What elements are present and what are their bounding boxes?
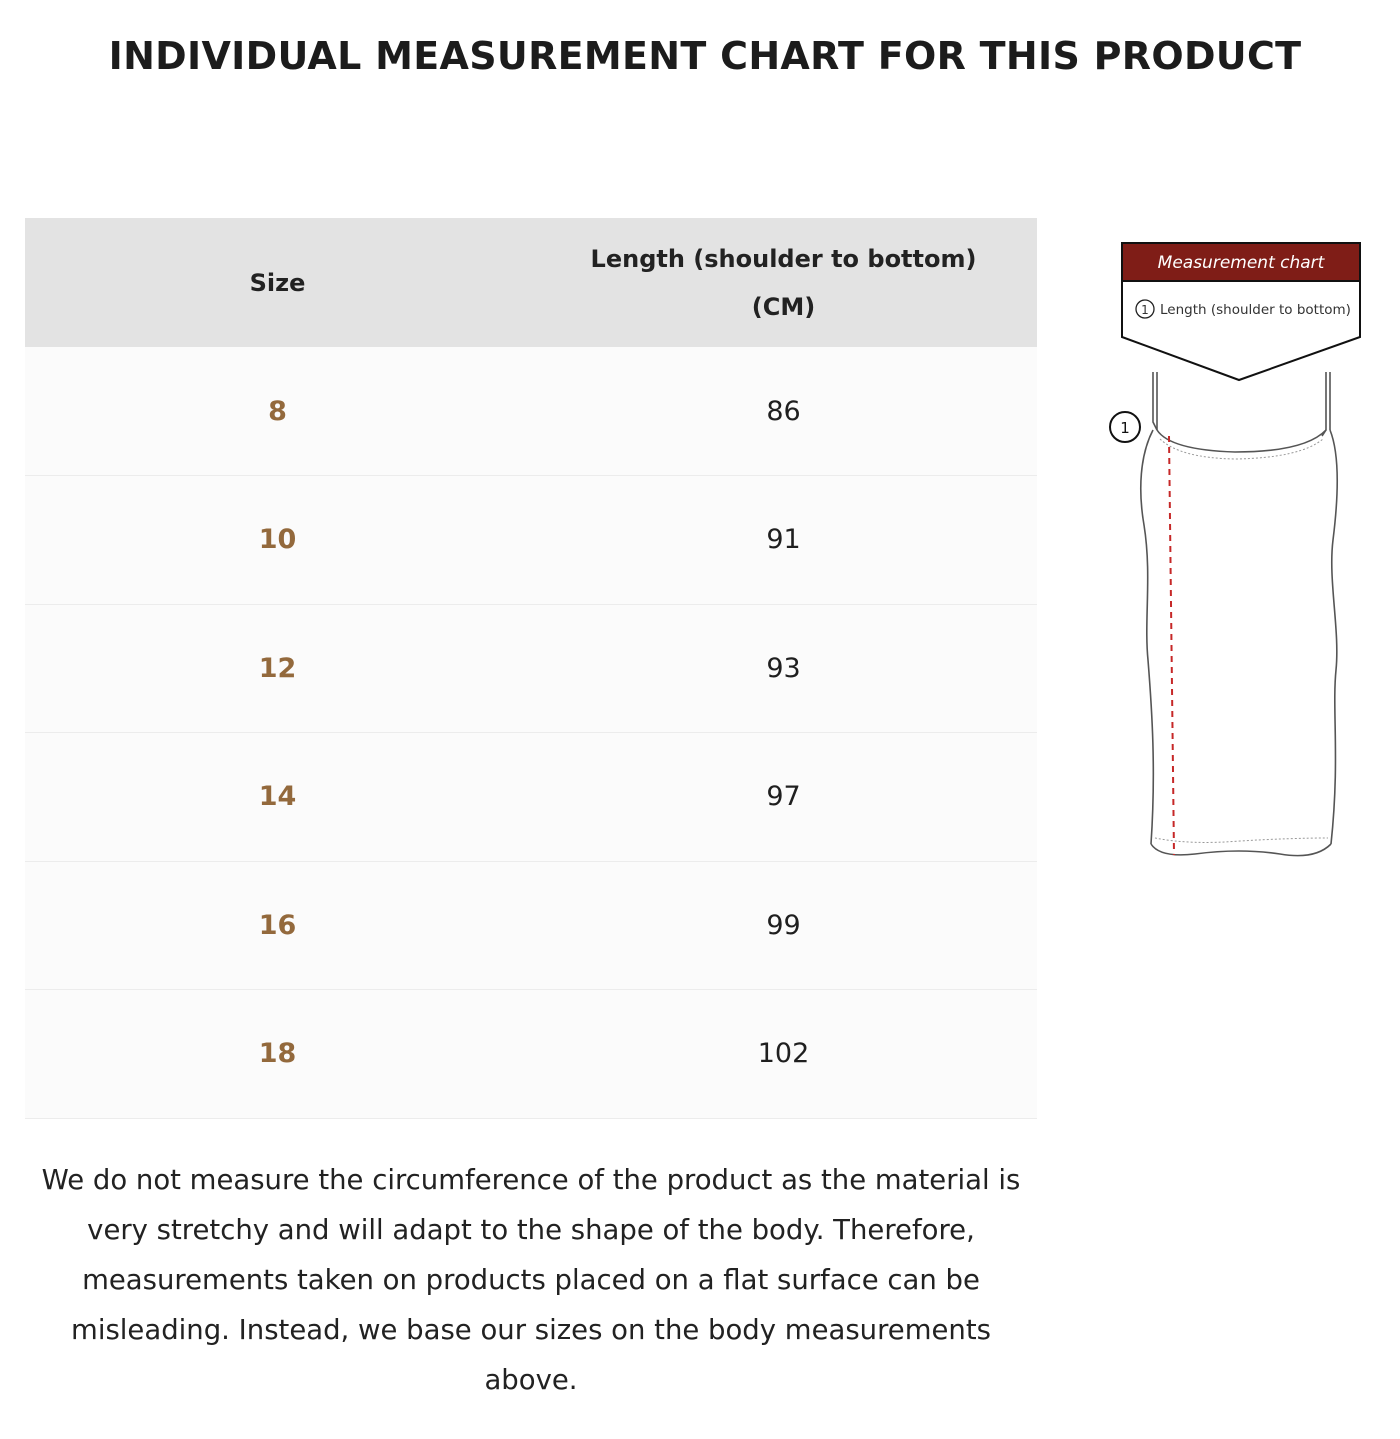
header-length-line1: Length (shoulder to bottom)	[590, 244, 977, 273]
diagram-label-box	[1122, 281, 1360, 380]
page-title: INDIVIDUAL MEASUREMENT CHART FOR THIS PRODUCT	[108, 34, 1302, 78]
header-length	[530, 218, 1037, 347]
table-row	[25, 476, 1037, 605]
label-marker-number: 1	[1141, 303, 1149, 317]
header-size: Size	[249, 268, 306, 297]
size-cell: 8	[268, 395, 287, 427]
length-cell: 93	[766, 652, 801, 684]
table-row	[25, 861, 1037, 990]
size-cell: 12	[258, 652, 297, 684]
diagram-title: Measurement chart	[1157, 253, 1325, 273]
length-cell: 102	[757, 1038, 810, 1070]
measurement-note: We do not measure the circumference of the product as the material is very stretchy and will adapt to the shape of the body. Therefore, measurements taken on products placed on a flat surface can be misleading. Instead, we base our sizes on the body measurements above.	[41, 1164, 1021, 1396]
table-header-row	[25, 218, 1037, 347]
table-row	[25, 733, 1037, 862]
length-cell: 86	[766, 395, 801, 427]
measurement-diagram	[1100, 240, 1370, 870]
length-measure-line	[1169, 436, 1174, 855]
length-cell: 99	[766, 909, 801, 941]
size-cell: 10	[258, 524, 297, 556]
header-length-line2: (CM)	[751, 292, 816, 321]
size-cell: 16	[258, 909, 297, 941]
size-cell: 14	[258, 781, 297, 813]
length-marker-number: 1	[1120, 419, 1130, 437]
table-row	[25, 604, 1037, 733]
table-row	[25, 990, 1037, 1119]
table-row	[25, 347, 1037, 476]
size-table	[25, 218, 1037, 1119]
length-cell: 97	[766, 781, 801, 813]
diagram-label: Length (shoulder to bottom)	[1160, 302, 1351, 318]
length-cell: 91	[766, 524, 801, 556]
size-cell: 18	[258, 1038, 297, 1070]
